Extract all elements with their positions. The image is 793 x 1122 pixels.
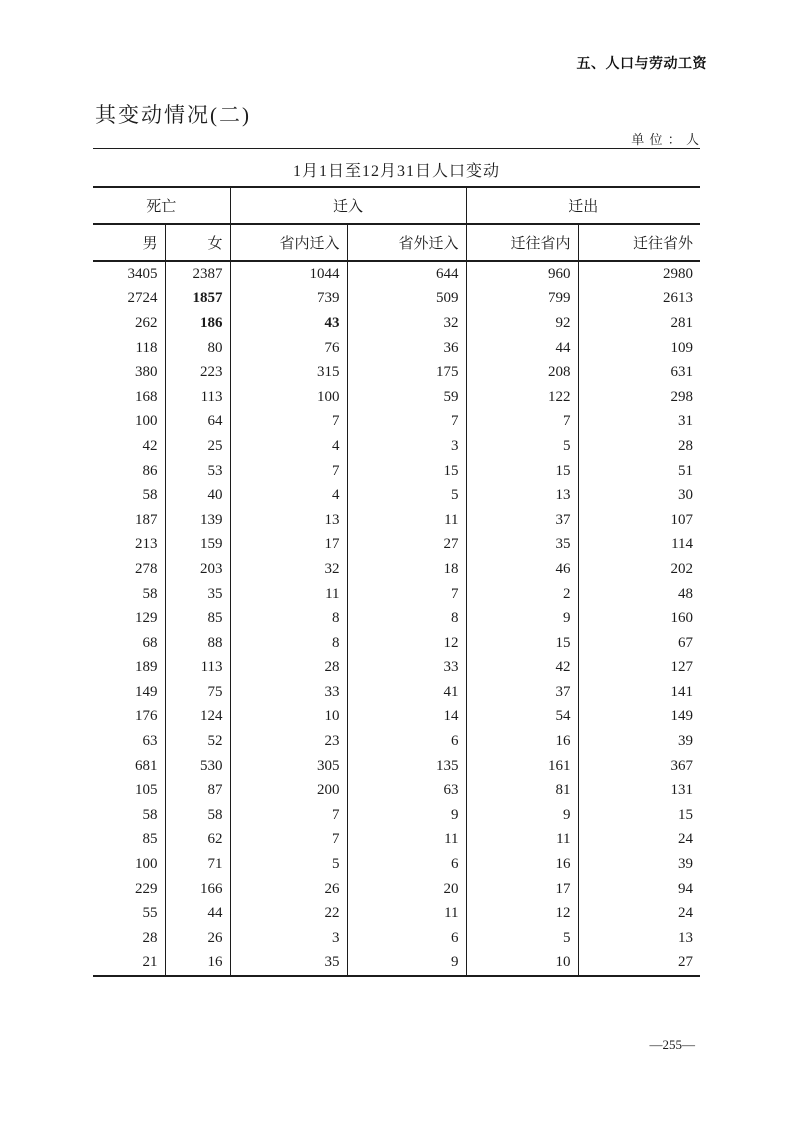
- table-cell: 33: [230, 680, 347, 705]
- header-rule: [93, 148, 700, 149]
- table-cell: 46: [466, 557, 578, 582]
- table-cell: 7: [230, 459, 347, 484]
- section-header: 五、人口与劳动工资: [576, 55, 707, 71]
- table-cell: 30: [678, 487, 694, 504]
- group-header-row: [93, 187, 700, 224]
- table-cell: 118: [93, 336, 165, 361]
- table-cell: 161: [466, 754, 578, 779]
- table-cell: 24: [678, 905, 694, 922]
- table-cell: 87: [165, 778, 230, 803]
- table-cell: 15: [347, 459, 466, 484]
- table-cell: 10: [466, 951, 578, 977]
- table-cell: 5: [230, 852, 347, 877]
- table-cell: 2980: [663, 265, 694, 282]
- table-cell: 960: [466, 261, 578, 287]
- table-row: [93, 434, 700, 459]
- table-cell: 58: [93, 582, 165, 607]
- table-cell: 113: [165, 385, 230, 410]
- table-cell: 11: [230, 582, 347, 607]
- table-cell: 2387: [165, 261, 230, 287]
- table-cell: 28: [230, 656, 347, 681]
- table-cell: 176: [93, 705, 165, 730]
- table-cell: 27: [347, 533, 466, 558]
- table-caption: 1月1日至12月31日人口变动: [292, 163, 500, 180]
- table-cell: 21: [93, 951, 165, 977]
- table-cell: 76: [230, 336, 347, 361]
- table-cell: 94: [678, 880, 694, 897]
- column-header-female: 女: [165, 224, 230, 261]
- table-row: [93, 360, 700, 385]
- table-cell: 10: [230, 705, 347, 730]
- table-cell: 44: [165, 901, 230, 926]
- table-cell: 109: [670, 339, 694, 356]
- table-cell: 315: [230, 360, 347, 385]
- table-cell: 55: [93, 901, 165, 926]
- table-row: [93, 606, 700, 631]
- table-cell: 13: [678, 929, 694, 946]
- table-cell: 127: [670, 659, 694, 676]
- table-cell: 681: [93, 754, 165, 779]
- table-cell: 530: [165, 754, 230, 779]
- table-cell: 28: [678, 437, 694, 454]
- table-cell: 32: [347, 311, 466, 336]
- sub-header-row: [93, 224, 700, 261]
- table-cell: 42: [466, 656, 578, 681]
- table-cell: 68: [93, 631, 165, 656]
- group-header-deaths: 死亡: [93, 187, 230, 224]
- group-header-out-migration: 迁出: [466, 187, 700, 224]
- table-row: [93, 951, 700, 977]
- table-cell: 36: [347, 336, 466, 361]
- table-cell: 3: [230, 926, 347, 951]
- table-cell: 71: [165, 852, 230, 877]
- table-cell: 7: [230, 803, 347, 828]
- table-cell: 160: [670, 610, 694, 627]
- table-cell: 159: [165, 533, 230, 558]
- table-cell: 208: [466, 360, 578, 385]
- table-cell: 58: [93, 803, 165, 828]
- table-cell: 4: [230, 483, 347, 508]
- table-cell: 129: [93, 606, 165, 631]
- table-cell: 80: [165, 336, 230, 361]
- table-row: [93, 852, 700, 877]
- table-cell: 509: [347, 287, 466, 312]
- table-cell: 59: [347, 385, 466, 410]
- table-cell: 8: [230, 606, 347, 631]
- table-cell: 799: [466, 287, 578, 312]
- table-cell: 26: [165, 926, 230, 951]
- table-cell: 113: [165, 656, 230, 681]
- table-row: [93, 311, 700, 336]
- table-cell: 7: [347, 410, 466, 435]
- table-cell: 175: [347, 360, 466, 385]
- table-cell: 6: [347, 852, 466, 877]
- table-cell: 168: [93, 385, 165, 410]
- table-cell: 58: [93, 483, 165, 508]
- table-cell: 33: [347, 656, 466, 681]
- table-cell: 5: [466, 926, 578, 951]
- table-cell: 2724: [93, 287, 165, 312]
- table-cell: 3: [347, 434, 466, 459]
- table-cell: 53: [165, 459, 230, 484]
- table-cell: 15: [466, 459, 578, 484]
- table-cell: 22: [230, 901, 347, 926]
- table-cell: 9: [347, 951, 466, 977]
- table-cell: 35: [230, 951, 347, 977]
- table-cell: 16: [466, 729, 578, 754]
- table-cell: 51: [678, 462, 694, 479]
- table-cell: 122: [466, 385, 578, 410]
- table-cell: 92: [466, 311, 578, 336]
- table-cell: 305: [230, 754, 347, 779]
- table-cell: 85: [93, 828, 165, 853]
- table-cell: 23: [230, 729, 347, 754]
- table-cell: 85: [165, 606, 230, 631]
- table-cell: 17: [466, 877, 578, 902]
- table-cell: 86: [93, 459, 165, 484]
- table-cell: 281: [670, 314, 694, 331]
- table-cell: 13: [230, 508, 347, 533]
- table-cell: 1044: [230, 261, 347, 287]
- table-cell: 149: [93, 680, 165, 705]
- table-row: [93, 680, 700, 705]
- table-cell: 4: [230, 434, 347, 459]
- table-cell: 105: [93, 778, 165, 803]
- table-cell: 62: [165, 828, 230, 853]
- table-cell: 17: [230, 533, 347, 558]
- table-cell: 39: [678, 733, 694, 750]
- table-cell: 58: [165, 803, 230, 828]
- table-cell: 131: [670, 782, 694, 799]
- table-cell: 42: [93, 434, 165, 459]
- table-cell: 278: [93, 557, 165, 582]
- table-cell: 15: [678, 806, 694, 823]
- table-cell: 48: [678, 585, 694, 602]
- table-cell: 63: [347, 778, 466, 803]
- table-cell: 37: [466, 680, 578, 705]
- table-row: [93, 483, 700, 508]
- table-cell: 88: [165, 631, 230, 656]
- table-cell: 139: [165, 508, 230, 533]
- table-row: [93, 901, 700, 926]
- table-cell: 100: [93, 852, 165, 877]
- table-cell: 20: [347, 877, 466, 902]
- table-cell: 100: [93, 410, 165, 435]
- table-row: [93, 656, 700, 681]
- table-cell: 213: [93, 533, 165, 558]
- population-change-table: [93, 186, 700, 977]
- table-row: [93, 533, 700, 558]
- table-cell: 14: [347, 705, 466, 730]
- table-cell: 200: [230, 778, 347, 803]
- table-cell: 11: [347, 508, 466, 533]
- table-cell: 25: [165, 434, 230, 459]
- table-cell: 44: [466, 336, 578, 361]
- table-cell: 262: [93, 311, 165, 336]
- table-row: [93, 582, 700, 607]
- column-header-male: 男: [93, 224, 165, 261]
- table-cell: 52: [165, 729, 230, 754]
- group-header-in-migration: 迁入: [230, 187, 466, 224]
- table-cell: 187: [93, 508, 165, 533]
- table-cell: 15: [466, 631, 578, 656]
- table-cell: 166: [165, 877, 230, 902]
- table-cell: 41: [347, 680, 466, 705]
- table-row: [93, 336, 700, 361]
- table-cell: 367: [670, 757, 694, 774]
- table-row: [93, 631, 700, 656]
- table-cell: 149: [670, 708, 694, 725]
- table-cell: 631: [670, 364, 694, 381]
- column-header-in-outside-province: 省外迁入: [347, 224, 466, 261]
- table-cell: 11: [466, 828, 578, 853]
- table-cell: 7: [230, 828, 347, 853]
- table-cell: 141: [670, 683, 694, 700]
- table-row: [93, 828, 700, 853]
- table-row: [93, 410, 700, 435]
- table-cell: 223: [165, 360, 230, 385]
- table-cell: 12: [347, 631, 466, 656]
- table-row: [93, 729, 700, 754]
- table-cell: 7: [466, 410, 578, 435]
- table-row: [93, 705, 700, 730]
- table-cell: 5: [347, 483, 466, 508]
- table-cell: 18: [347, 557, 466, 582]
- table-cell: 3405: [93, 261, 165, 287]
- table-cell: 43: [230, 311, 347, 336]
- table-body: [93, 261, 700, 976]
- table-cell: 186: [165, 311, 230, 336]
- table-cell: 7: [347, 582, 466, 607]
- table-row: [93, 803, 700, 828]
- table-cell: 75: [165, 680, 230, 705]
- table-cell: 16: [165, 951, 230, 977]
- table-cell: 26: [230, 877, 347, 902]
- table-cell: 298: [670, 388, 694, 405]
- table-cell: 27: [678, 954, 694, 971]
- table-cell: 189: [93, 656, 165, 681]
- table-cell: 100: [230, 385, 347, 410]
- table-cell: 229: [93, 877, 165, 902]
- table-cell: 16: [466, 852, 578, 877]
- table-cell: 28: [93, 926, 165, 951]
- table-cell: 7: [230, 410, 347, 435]
- table-cell: 5: [466, 434, 578, 459]
- column-header-out-within-province: 迁往省内: [466, 224, 578, 261]
- table-cell: 35: [466, 533, 578, 558]
- page-title: 其变动情况(二): [95, 103, 251, 127]
- table-cell: 67: [678, 634, 694, 651]
- column-header-out-outside-province: 迁往省外: [578, 224, 700, 261]
- table-row: [93, 754, 700, 779]
- table-row: [93, 557, 700, 582]
- table-row: [93, 385, 700, 410]
- table-row: [93, 508, 700, 533]
- table-cell: 54: [466, 705, 578, 730]
- table-cell: 1857: [165, 287, 230, 312]
- table-cell: 39: [678, 856, 694, 873]
- table-row: [93, 877, 700, 902]
- table-cell: 9: [466, 803, 578, 828]
- table-header: [93, 187, 700, 261]
- table-cell: 32: [230, 557, 347, 582]
- table-row: [93, 459, 700, 484]
- table-cell: 202: [670, 560, 694, 577]
- table-cell: 11: [347, 828, 466, 853]
- column-header-in-within-province: 省内迁入: [230, 224, 347, 261]
- table-cell: 644: [347, 261, 466, 287]
- table-cell: 2613: [663, 290, 694, 307]
- table-cell: 37: [466, 508, 578, 533]
- table-cell: 31: [678, 413, 694, 430]
- table-cell: 135: [347, 754, 466, 779]
- table-cell: 64: [165, 410, 230, 435]
- table-cell: 81: [466, 778, 578, 803]
- table-row: [93, 287, 700, 312]
- table-cell: 24: [678, 831, 694, 848]
- table-cell: 8: [230, 631, 347, 656]
- table-cell: 107: [670, 511, 694, 528]
- table-cell: 12: [466, 901, 578, 926]
- table-cell: 13: [466, 483, 578, 508]
- table-cell: 9: [466, 606, 578, 631]
- table-cell: 124: [165, 705, 230, 730]
- table-row: [93, 261, 700, 287]
- table-cell: 6: [347, 729, 466, 754]
- table-cell: 2: [466, 582, 578, 607]
- table-cell: 114: [671, 536, 694, 553]
- table-cell: 35: [165, 582, 230, 607]
- table-cell: 63: [93, 729, 165, 754]
- table-cell: 739: [230, 287, 347, 312]
- table-row: [93, 926, 700, 951]
- table-cell: 40: [165, 483, 230, 508]
- table-cell: 9: [347, 803, 466, 828]
- table-cell: 6: [347, 926, 466, 951]
- table-cell: 11: [347, 901, 466, 926]
- unit-label: 单 位 ： 人: [631, 132, 700, 147]
- table-cell: 380: [93, 360, 165, 385]
- table-row: [93, 778, 700, 803]
- page-number: —255—: [649, 1037, 695, 1052]
- table-cell: 8: [347, 606, 466, 631]
- table-cell: 203: [165, 557, 230, 582]
